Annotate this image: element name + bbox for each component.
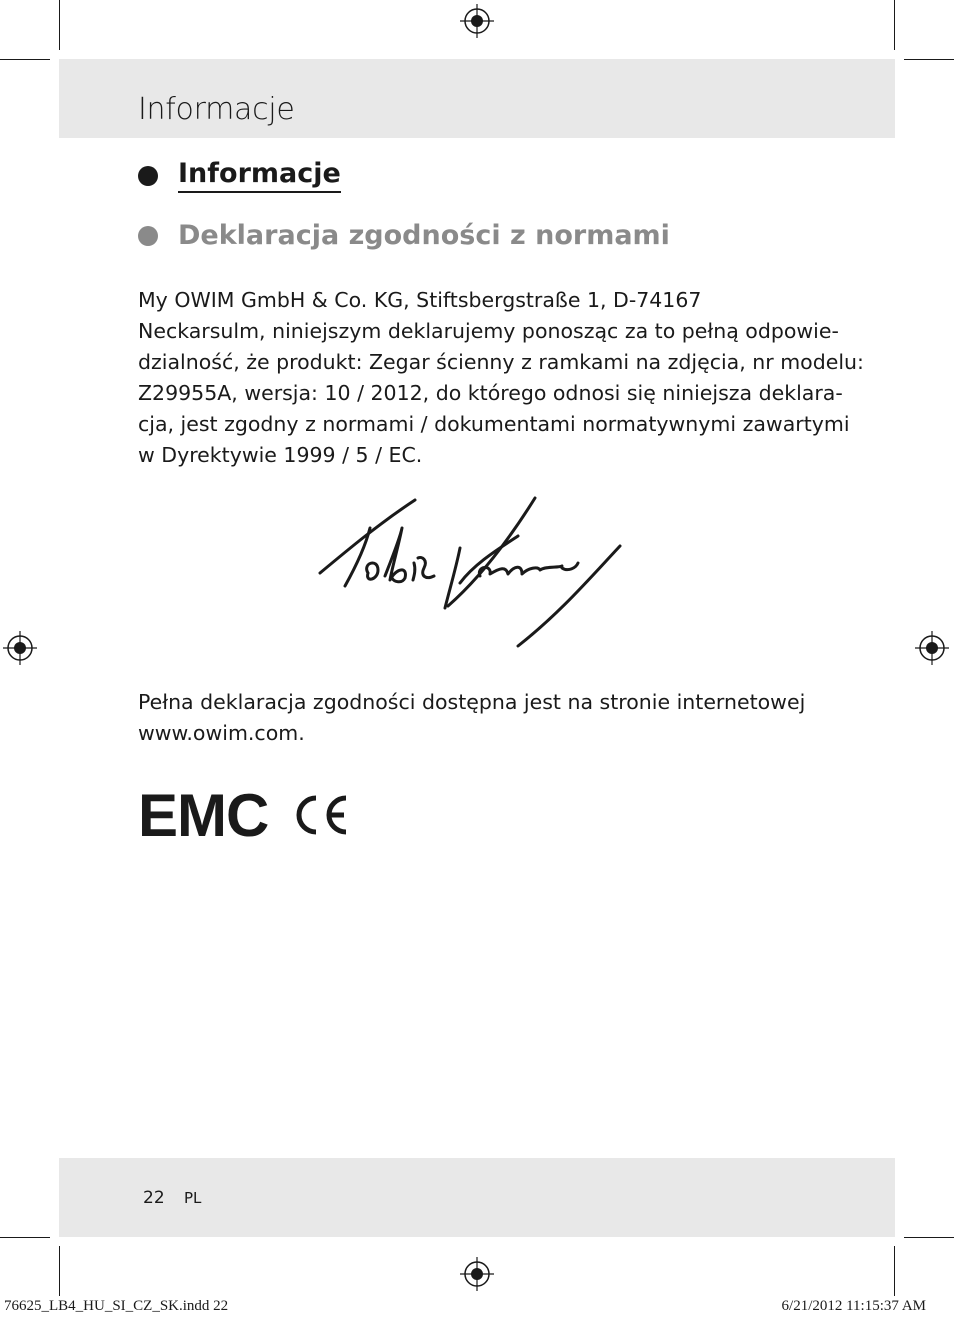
- language-code: PL: [184, 1189, 202, 1207]
- registration-mark-icon: [460, 1257, 494, 1291]
- section-heading-information: [138, 158, 341, 193]
- crop-mark: [59, 0, 60, 50]
- crop-mark: [0, 1237, 50, 1238]
- bullet-icon: [138, 166, 158, 186]
- registration-mark-icon: [915, 631, 949, 665]
- page-title: Informacje: [138, 92, 295, 127]
- declaration-paragraph: [138, 285, 864, 471]
- website-link-text: www.owim.com.: [138, 721, 305, 745]
- slug-datetime: 6/21/2012 11:15:37 AM: [781, 1298, 926, 1314]
- registration-mark-icon: [3, 631, 37, 665]
- header-band: [59, 59, 895, 138]
- paragraph-line: w Dyrektywie 1999 / 5 / EC.: [138, 443, 423, 467]
- signature-image: [310, 488, 630, 653]
- footer-band: [59, 1158, 895, 1237]
- paragraph-line: Neckarsulm, niniejszym deklarujemy ponosząc za to pełną odpowie-: [138, 319, 839, 343]
- crop-mark: [904, 59, 954, 60]
- paragraph-line: cja, jest zgodny z normami / dokumentami normatywnymi zawartymi: [138, 412, 850, 436]
- crop-mark: [894, 0, 895, 50]
- paragraph-line: Z29955A, wersja: 10 / 2012, do którego odnosi się niniejsza deklara-: [138, 381, 843, 405]
- emc-logo: EMC: [138, 782, 269, 849]
- paragraph-line: My OWIM GmbH & Co. KG, Stiftsbergstraße 1, D-74167: [138, 288, 702, 312]
- availability-paragraph: [138, 687, 828, 749]
- crop-mark: [904, 1237, 954, 1238]
- crop-mark: [59, 1246, 60, 1296]
- registration-mark-icon: [460, 4, 494, 38]
- slug-filename: 76625_LB4_HU_SI_CZ_SK.indd 22: [4, 1298, 229, 1314]
- section-heading-label: Informacje: [178, 158, 341, 193]
- section-heading-declaration: [138, 220, 670, 251]
- crop-mark: [0, 59, 50, 60]
- paragraph-line: dzialność, że produkt: Zegar ścienny z ramkami na zdjęcia, nr modelu:: [138, 350, 864, 374]
- bullet-icon: [138, 226, 158, 246]
- crop-mark: [894, 1246, 895, 1296]
- paragraph-line: Pełna deklaracja zgodności dostępna jest na stronie internetowej: [138, 690, 806, 714]
- page-number: 22: [143, 1188, 165, 1208]
- section-heading-label: Deklaracja zgodności z normami: [178, 220, 670, 251]
- ce-mark-icon: [290, 793, 350, 837]
